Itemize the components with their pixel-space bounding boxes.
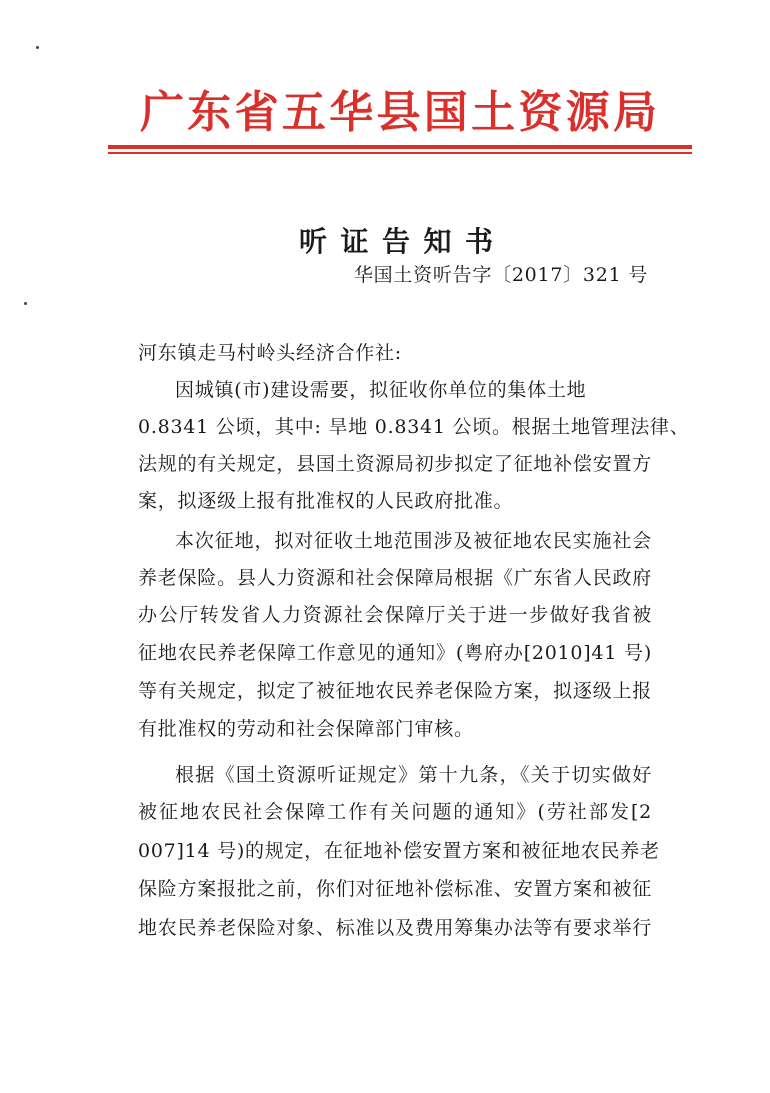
body-text-line: 因城镇(市)建设需要，拟征收你单位的集体土地 bbox=[175, 379, 587, 401]
document-title: 听证告知书 bbox=[299, 225, 507, 258]
body-text-line: 0.8341 公顷，其中: 旱地 0.8341 公顷。根据土地管理法律、 bbox=[138, 416, 690, 438]
scan-speck bbox=[24, 302, 27, 305]
body-text-line: 等有关规定，拟定了被征地农民养老保险方案，拟逐级上报 bbox=[138, 680, 652, 702]
body-text-line: 案，拟逐级上报有批准权的人民政府批准。 bbox=[138, 490, 514, 512]
scan-speck bbox=[36, 46, 39, 49]
body-text-line: 地农民养老保险对象、标准以及费用筹集办法等有要求举行 bbox=[138, 917, 652, 939]
body-text-line: 本次征地，拟对征收土地范围涉及被征地农民实施社会 bbox=[175, 530, 652, 552]
body-text-line: 007]14 号)的规定，在征地补偿安置方案和被征地农民养老 bbox=[138, 840, 660, 862]
body-text-line: 保险方案报批之前，你们对征地补偿标准、安置方案和被征 bbox=[138, 878, 652, 900]
letterhead-red-rule-thin bbox=[108, 152, 692, 154]
body-text-line: 根据《国土资源听证规定》第十九条，《关于切实做好 bbox=[175, 764, 652, 786]
body-text-line: 征地农民养老保障工作意见的通知》(粤府办[2010]41 号) bbox=[138, 642, 652, 664]
document-number: 华国土资听告字〔2017〕321 号 bbox=[353, 264, 648, 286]
body-text-line: 有批准权的劳动和社会保障部门审核。 bbox=[138, 718, 474, 740]
body-text-line: 法规的有关规定，县国土资源局初步拟定了征地补偿安置方 bbox=[138, 453, 652, 475]
letterhead-red-rule bbox=[108, 145, 692, 149]
body-text-line: 被征地农民社会保障工作有关问题的通知》(劳社部发[2 bbox=[138, 801, 652, 823]
body-text-line: 办公厅转发省人力资源社会保障厅关于进一步做好我省被 bbox=[138, 604, 652, 626]
body-text-line: 养老保险。县人力资源和社会保障局根据《广东省人民政府 bbox=[138, 567, 652, 589]
greeting: 河东镇走马村岭头经济合作社: bbox=[138, 342, 402, 364]
letterhead-agency-name: 广东省五华县国土资源局 bbox=[140, 87, 661, 138]
